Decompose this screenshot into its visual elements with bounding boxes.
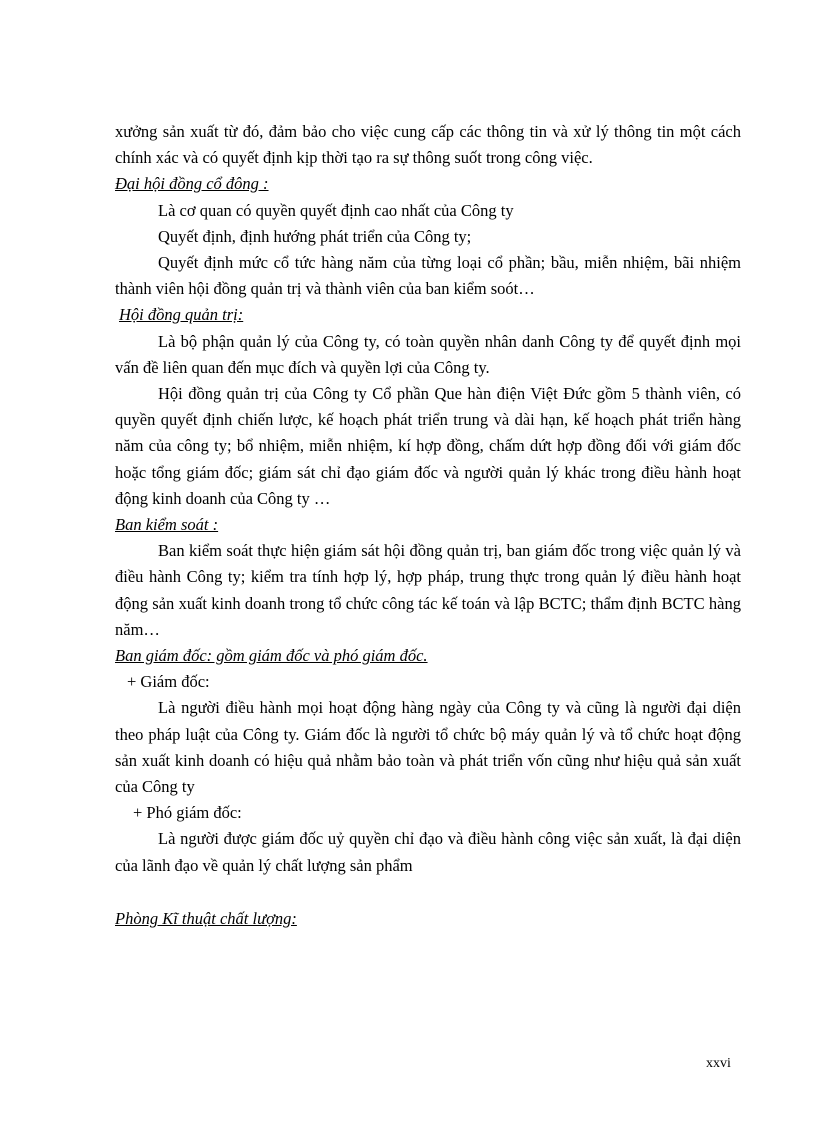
document-body: [115, 119, 741, 932]
paragraph-intro: xưởng sản xuất từ đó, đảm bảo cho việc cung cấp các thông tin và xử lý thông tin một cách chính xác và có quyết định kịp thời tạo ra sự thông suốt trong công việc.: [115, 122, 741, 168]
heading-management: Ban giám đốc: gồm giám đốc và phó giám đốc.: [115, 646, 428, 666]
page-number: xxvi: [706, 1056, 731, 1071]
paragraph-deputy-director-1: Là người được giám đốc uỷ quyền chỉ đạo và điều hành công việc sản xuất, là đại diện của lãnh đạo về quản lý chất lượng sản phẩm: [115, 829, 741, 875]
label-director: + Giám đốc:: [127, 672, 210, 692]
paragraph-board-2: Hội đồng quản trị của Công ty Cổ phần Que hàn điện Việt Đức gồm 5 thành viên, có quyền quyết định chiến lược, kế hoạch phát triển trung và dài hạn, kế hoạch phát triển hàng năm của công ty; bổ nhiệm, miễn nhiệm, kí hợp đồng, chấm dứt hợp đồng đối với giám đốc hoặc tổng giám đốc; giám sát chỉ đạo giám đốc và người quản lý khác trong điều hành hoạt động kinh doanh của Công ty …: [115, 384, 741, 508]
paragraph-board-1: Là bộ phận quản lý của Công ty, có toàn quyền nhân danh Công ty để quyết định mọi vấn đề liên quan đến mục đích và quyền lợi của Công ty.: [115, 331, 741, 377]
paragraph-supervisory-1: Ban kiểm soát thực hiện giám sát hội đồng quản trị, ban giám đốc trong việc quản lý và điều hành Công ty; kiểm tra tính hợp lý, hợp pháp, trung thực trong quản lý điều hành hoạt động sản xuất kinh doanh trong tổ chức công tác kế toán và lập BCTC; thẩm định BCTC hàng năm…: [115, 541, 741, 639]
heading-general-meeting: Đại hội đồng cổ đông :: [115, 174, 269, 194]
paragraph-general-meeting-2: Quyết định, định hướng phát triển của Công ty;: [158, 226, 472, 246]
heading-supervisory-board: Ban kiểm soát :: [115, 515, 219, 535]
paragraph-general-meeting-3: Quyết định mức cổ tức hàng năm của từng loại cổ phần; bầu, miễn nhiệm, bãi nhiệm thành viên hội đồng quản trị và thành viên của ban kiểm soót…: [115, 253, 741, 299]
heading-board-of-directors: Hội đồng quản trị:: [119, 305, 244, 325]
label-deputy-director: + Phó giám đốc:: [133, 803, 242, 823]
spacer: [115, 879, 741, 906]
paragraph-director-1: Là người điều hành mọi hoạt động hàng ngày của Công ty và cũng là người đại diện theo pháp luật của Công ty. Giám đốc là người tổ chức bộ máy quản lý và tổ chức hoạt động sản xuất kinh doanh có hiệu quả nhằm bảo toàn và phát triển vốn cũng như hiệu quả sản xuất của Công ty: [115, 698, 741, 797]
heading-quality-department: Phòng Kĩ thuật chất lượng:: [115, 908, 297, 928]
paragraph-general-meeting-1: Là cơ quan có quyền quyết định cao nhất của Công ty: [158, 200, 514, 220]
